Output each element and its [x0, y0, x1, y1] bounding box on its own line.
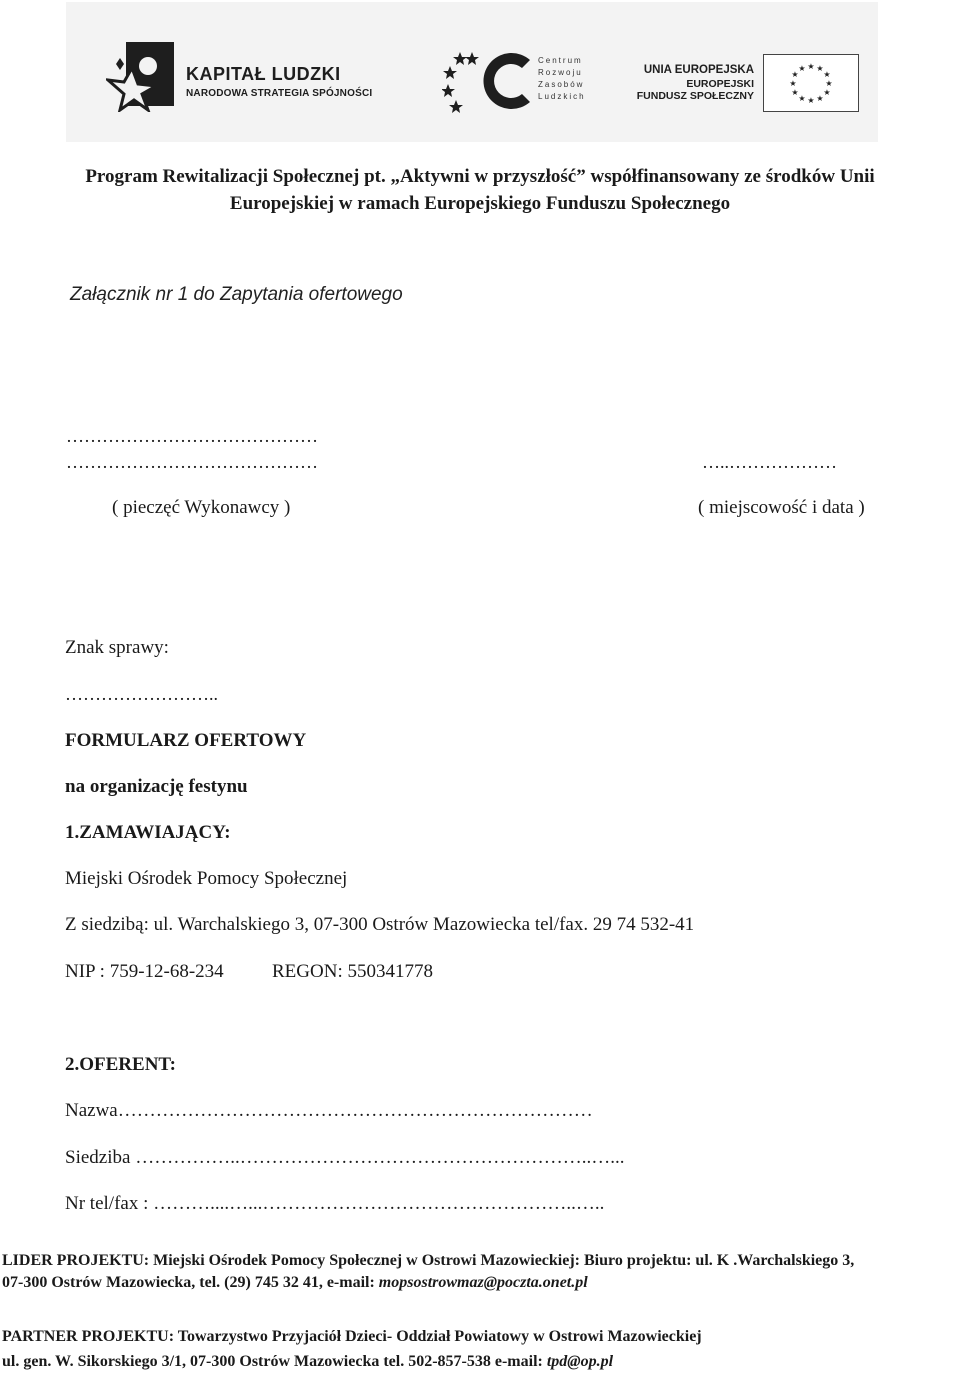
footer-lider-email-link[interactable]: mopsostrowmaz@poczta.onet.pl — [378, 1274, 588, 1291]
kapital-ludzki-logo-icon — [106, 40, 178, 112]
program-title-line-1: Program Rewitalizacji Społecznej pt. „Aktywni w przyszłość” współfinansowany ze środków Unii — [85, 166, 875, 187]
eu-stars-icon — [764, 55, 858, 111]
svg-text:★: ★ — [791, 88, 799, 97]
program-title-line-2: Europejskiej w ramach Europejskiego Funduszu Społecznego — [229, 193, 731, 214]
attachment-label: Załącznik nr 1 do Zapytania ofertowego — [70, 284, 403, 305]
ue-line-2: EUROPEJSKI — [686, 78, 754, 90]
form-title: FORMULARZ OFERTOWY — [65, 730, 307, 751]
ordering-party-name: Miejski Ośrodek Pomocy Społecznej — [65, 868, 348, 889]
crzl-line-4: Ludzkich — [538, 92, 586, 101]
kapital-ludzki-title: KAPITAŁ LUDZKI — [186, 64, 341, 84]
bidder-phone-field[interactable]: ………....…...…………………………………………..….. — [153, 1193, 605, 1214]
footer-lider-line-1: LIDER PROJEKTU: Miejski Ośrodek Pomocy Społecznej w Ostrowi Mazowieckiej: Biuro projektu: ul. K .Warchalskiego 3, — [2, 1252, 855, 1269]
ordering-party-heading: 1.ZAMAWIAJĄCY: — [65, 822, 231, 843]
bidder-heading: 2.OFERENT: — [65, 1054, 177, 1075]
footer-partner-email-link[interactable]: tpd@op.pl — [546, 1353, 614, 1370]
svg-text:★: ★ — [798, 94, 806, 103]
footer-lider-contact: 07-300 Ostrów Mazowiecka, tel. (29) 745 32 41, e-mail: — [2, 1274, 379, 1291]
case-number-dots: …………………….. — [65, 684, 218, 704]
crzl-line-2: Rozwoju — [538, 68, 583, 77]
svg-text:★: ★ — [798, 64, 806, 73]
ordering-party-regon: REGON: 550341778 — [272, 961, 433, 982]
place-date-dots: …..……………… — [702, 452, 837, 472]
svg-text:★: ★ — [823, 88, 831, 97]
bidder-name-label: Nazwa — [65, 1100, 118, 1121]
bidder-name-field[interactable]: ………………………………………………………………… — [117, 1100, 593, 1121]
stamp-dots-2: …………………………………… — [66, 452, 318, 472]
svg-text:★: ★ — [789, 79, 797, 88]
place-date-label: ( miejscowość i data ) — [698, 497, 865, 518]
stamp-dots-1: …………………………………… — [66, 426, 318, 446]
footer-partner-line-1: PARTNER PROJEKTU: Towarzystwo Przyjaciół Dzieci- Oddział Powiatowy w Ostrowi Mazowieckiej — [2, 1328, 702, 1345]
ordering-party-nip: NIP : 759-12-68-234 — [65, 961, 224, 982]
svg-text:★: ★ — [791, 70, 799, 79]
svg-text:★: ★ — [825, 79, 833, 88]
ue-line-1: UNIA EUROPEJSKA — [643, 64, 754, 76]
eu-flag-icon — [763, 54, 859, 112]
svg-text:★: ★ — [807, 96, 815, 105]
ordering-party-address: Z siedzibą: ul. Warchalskiego 3, 07-300 Ostrów Mazowiecka tel/fax. 29 74 532-41 — [65, 914, 695, 935]
svg-text:★: ★ — [816, 94, 824, 103]
footer-partner-line-2 — [2, 1353, 613, 1371]
stamp-label: ( pieczęć Wykonawcy ) — [112, 497, 291, 518]
bidder-phone-label: Nr tel/fax : — [65, 1193, 149, 1214]
form-subtitle: na organizację festynu — [65, 776, 248, 797]
svg-text:★: ★ — [816, 64, 824, 73]
bidder-phone-row — [65, 1193, 604, 1215]
footer-partner-contact: ul. gen. W. Sikorskiego 3/1, 07-300 Ostrów Mazowiecka tel. 502-857-538 e-mail: — [2, 1353, 547, 1370]
bidder-seat-field[interactable]: ……………..………………………………………………..…... — [135, 1147, 625, 1168]
svg-text:★: ★ — [807, 62, 815, 71]
logo-banner — [66, 2, 878, 142]
ue-line-3: FUNDUSZ SPOŁECZNY — [636, 90, 754, 102]
svg-text:★: ★ — [823, 70, 831, 79]
crzl-line-3: Zasobów — [538, 80, 585, 89]
crzl-line-1: Centrum — [538, 56, 583, 65]
bidder-seat-row — [65, 1147, 624, 1169]
kapital-ludzki-subtitle: NARODOWA STRATEGIA SPÓJNOŚCI — [186, 88, 373, 99]
footer-lider-line-2 — [2, 1274, 588, 1292]
case-number-label: Znak sprawy: — [65, 637, 169, 658]
bidder-seat-label: Siedziba — [65, 1147, 131, 1168]
crzl-logo-icon — [442, 48, 538, 114]
bidder-name-row — [65, 1100, 593, 1122]
